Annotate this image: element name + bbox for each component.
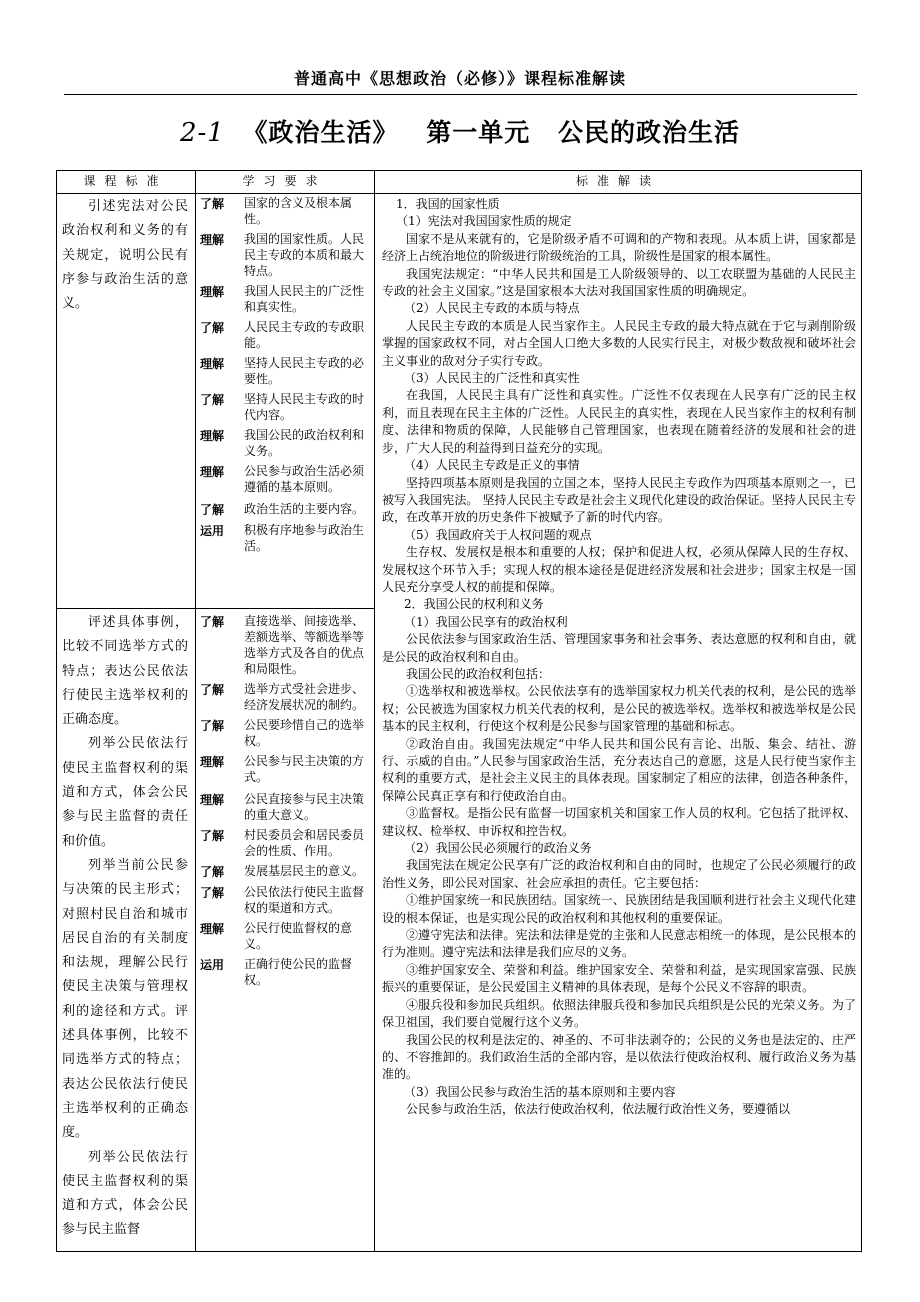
interpretation-heading: （2）我国公民必须履行的政治义务 [404,841,592,856]
col-header-interpretation: 标准解读 [575,174,660,188]
standards-block-2 [62,611,188,1243]
requirement-item [200,195,372,227]
requirement-level: 理解 [200,922,225,936]
requirement-level: 理解 [200,429,225,443]
requirement-level: 理解 [200,285,225,299]
interpretation-paragraph: 坚持四项基本原则是我国的立国之本，坚持人民民主专政作为四项基本原则之一，已被写入我国宪法。 坚持人民民主专政是社会主义现代化建设的政治保证。坚持人民民主专政，在改革开放的历史条件下被赋予了新的时代内容。 [382,475,856,525]
requirement-item [200,427,372,459]
requirement-level: 理解 [200,755,225,769]
requirements-block-2 [200,613,372,992]
requirement-item [200,884,372,916]
title-unit: 第一单元 [426,118,531,147]
interpretation-heading: （1）我国公民享有的政治权利 [404,614,568,629]
standard-paragraph: 引述宪法对公民政治权利和义务的有关规定，说明公民有序参与政治生活的意义。 [62,199,188,312]
requirement-text: 选举方式受社会进步、经济发展状况的制约。 [244,682,365,712]
requirement-level: 了解 [200,719,225,733]
interpretation-paragraph: 在我国，人民民主具有广泛性和真实性。广泛性不仅表现在人民享有广泛的民主权利，而且表现在民主主体的广泛性。人民民主的真实性，表现在人民当家作主的权利有制度、法律和物质的保障，人民能够自己管理国家，也表现在随着经济的发展和社会的进步，广大人民的利益得到日益充分的实现。 [382,388,856,455]
col-header-requirement: 学习要求 [242,174,327,188]
requirement-item [200,283,372,315]
interpretation-paragraph: 我国公民的权利是法定的、神圣的、不可非法剥夺的；公民的义务也是法定的、庄严的、不容推卸的。我们政治生活的全部内容，是以依法行使政治权利、履行政治义务为基准的。 [382,1032,856,1082]
interpretation-heading: （2）人民民主专政的本质与特点 [404,301,580,316]
interpretation-paragraph: 公民参与政治生活，依法行使政治权利，依法履行政治性义务，要遵循以 [406,1102,791,1117]
requirement-text: 公民要珍惜自己的选举权。 [244,718,365,748]
requirement-level: 了解 [200,886,225,900]
requirement-text: 我国公民的政治权利和义务。 [244,428,365,458]
interpretation-paragraph: 我国公民的政治权利包括： [406,666,551,681]
requirement-level: 了解 [200,683,225,697]
title-number: 2-1 [179,118,225,148]
requirement-text: 直接选举、间接选举、差额选举、等额选举等选举方式及各自的优点和局限性。 [244,614,365,676]
interpretation-paragraph: 我国宪法规定：“中华人民共和国是工人阶级领导的、以工农联盟为基础的人民民主专政的社会主义国家。”这是国家根本大法对我国国家性质的明确规定。 [382,266,856,299]
interpretation-paragraph: ①选举权和被选举权。公民依法享有的选举国家权力机关代表的权利，是公民的选举权；公民被选为国家权力机关代表的权利，是公民的被选举权。选举权和被选举权是公民基本的民主权利，行使这个权利是公民参与国家管理的基础和标志。 [382,684,856,734]
standard-paragraph: 列举公民依法行使民主监督权利的渠道和方式，体会公民参与民主监督的责任和价值。 [62,736,188,849]
requirement-level: 运用 [200,958,225,972]
interpretation-paragraph: 我国宪法在规定公民享有广泛的政治权利和自由的同时，也规定了公民必须履行的政治性义务，即公民对国家、社会应承担的责任。它主要包括： [382,858,856,890]
requirement-level: 理解 [200,465,225,479]
requirement-item [200,231,372,279]
interpretation-paragraph: 生存权、发展权是根本和重要的人权；保护和促进人权，必须从保障人民的生存权、发展权这个环节入手；实现人权的根本途径是促进经济发展和社会进步；国家主权是一国人民充分享受人权的前提和保障。 [382,545,856,594]
requirement-level: 了解 [200,503,225,517]
running-header: 普通高中《思想政治（必修）》课程标准解读 [293,69,626,88]
interpretation-heading: 1．我国的国家性质 [396,197,500,211]
interpretation-paragraph: ①维护国家统一和民族团结。国家统一、民族团结是我国顺利进行社会主义现代化建设的根本保证，也是实现公民的政治权利和其他权利的重要保证。 [382,893,856,925]
title-book: 《政治生活》 [242,118,399,147]
requirement-text: 我国人民民主的广泛性和真实性。 [244,284,365,314]
interpretation-paragraph: ④服兵役和参加民兵组织。依照法律服兵役和参加民兵组织是公民的光荣义务。为了保卫祖国，我们要自觉履行这个义务。 [382,997,856,1030]
row-divider [56,608,375,609]
table-divider-1 [195,170,196,1252]
requirement-text: 政治生活的主要内容。 [244,502,365,516]
header-rule [64,94,857,95]
title-topic: 公民的政治生活 [558,118,741,147]
table-header-rule [56,193,862,194]
requirement-item [200,613,372,677]
interpretation-heading: （3）我国公民参与政治生活的基本原则和主要内容 [404,1084,676,1099]
requirement-text: 坚持人民民主专政的时代内容。 [244,392,365,422]
requirement-level: 了解 [200,197,225,211]
interpretation-heading: （1）宪法对我国国家性质的规定 [396,214,572,229]
requirement-item [200,522,372,554]
interpretation-paragraph: 国家不是从来就有的，它是阶级矛盾不可调和的产物和表现。从本质上讲，国家都是经济上占统治地位的阶级进行阶级统治的工具，阶级性是国家的根本属性。 [382,231,856,264]
interpretation-heading: （3）人民民主的广泛性和真实性 [404,371,580,386]
requirement-text: 公民参与政治生活必须遵循的基本原则。 [244,464,365,494]
requirement-item [200,956,372,988]
requirement-text: 公民行使监督权的意义。 [244,921,353,951]
requirement-item [200,920,372,952]
interpretation-paragraph: ②遵守宪法和法律。宪法和法律是党的主张和人民意志相统一的体现，是公民根本的行为准则。遵守宪法和法律是我们应尽的义务。 [382,928,856,960]
requirement-item [200,463,372,495]
requirement-text: 村民委员会和居民委员会的性质、作用。 [244,828,365,858]
requirement-level: 了解 [200,865,225,879]
requirement-level: 了解 [200,829,225,843]
requirement-item [200,355,372,387]
requirement-item [200,501,372,518]
requirement-text: 正确行使公民的监督权。 [244,957,353,987]
requirement-level: 了解 [200,321,225,335]
requirement-level: 了解 [200,615,225,629]
interpretation-block [382,196,856,1119]
requirement-level: 理解 [200,357,225,371]
interpretation-heading: （4）人民民主专政是正义的事情 [404,458,580,473]
requirement-item [200,863,372,880]
interpretation-paragraph: ③监督权。是指公民有监督一切国家机关和国家工作人员的权利。它包括了批评权、建议权、检举权、申诉权和控告权。 [382,806,856,838]
interpretation-paragraph: 人民民主专政的本质是人民当家作主。人民民主专政的最大特点就在于它与剥削阶级掌握的国家政权不同，对占全国人口绝大多数的人民实行民主，对极少数敌视和破坏社会主义事业的敌对分子实行专政。 [382,318,856,368]
standards-block-1 [62,195,188,316]
requirement-level: 理解 [200,793,225,807]
requirements-block-1 [200,195,372,558]
requirement-text: 国家的含义及根本属性。 [244,196,353,226]
standard-paragraph: 评述具体事例，比较不同选举方式的特点；表达公民依法行使民主选举权利的正确态度。 [62,615,188,728]
interpretation-paragraph: 公民依法参与国家政治生活、管理国家事务和社会事务、表达意愿的权利和自由，就是公民的政治权利和自由。 [382,632,856,664]
requirement-item [200,717,372,749]
requirement-text: 坚持人民民主专政的必要性。 [244,356,365,386]
requirement-item [200,791,372,823]
requirement-text: 公民直接参与民主决策的重大意义。 [244,792,365,822]
requirement-text: 发展基层民主的意义。 [244,864,365,878]
standard-paragraph: 列举公民依法行使民主监督权利的渠道和方式，体会公民参与民主监督 [62,1149,188,1238]
requirement-item [200,319,372,351]
requirement-text: 我国的国家性质。人民民主专政的本质和最大特点。 [244,232,365,278]
standard-paragraph: 列举当前公民参与决策的民主形式；对照村民自治和城市居民自治的有关制度和法规，理解公民行使民主决策与管理权利的途径和方式。评述具体事例，比较不同选举方式的特点；表达公民依法行使民主选举权利的正确态度。 [62,857,188,1141]
requirement-text: 公民依法行使民主监督权的渠道和方式。 [244,885,365,915]
interpretation-heading: （5）我国政府关于人权问题的观点 [404,527,592,542]
interpretation-paragraph: ②政治自由。我国宪法规定“中华人民共和国公民有言论、出版、集会、结社、游行、示威的自由。”人民参与国家政治生活，充分表达自己的意愿，这是人民行使当家作主权利的重要方式，是社会主义民主的具体表现。国家制定了相应的法律，创造各种条件，保障公民真正享有和行使政治自由。 [382,736,856,803]
requirement-item [200,827,372,859]
requirement-item [200,753,372,785]
col-header-standard: 课程标准 [83,174,168,188]
requirement-level: 了解 [200,393,225,407]
requirement-level: 运用 [200,524,225,538]
interpretation-paragraph: ③维护国家安全、荣誉和利益。维护国家安全、荣誉和利益，是实现国家富强、民族振兴的重要保证，是公民爱国主义精神的具体表现，是每个公民义不容辞的职责。 [382,962,856,995]
table-divider-2 [374,170,375,1252]
requirement-item [200,681,372,713]
interpretation-heading: 2．我国公民的权利和义务 [404,597,544,612]
requirement-text: 积极有序地参与政治生活。 [244,523,365,553]
requirement-text: 人民民主专政的专政职能。 [244,320,365,350]
requirement-text: 公民参与民主决策的方式。 [244,754,365,784]
requirement-level: 理解 [200,233,225,247]
requirement-item [200,391,372,423]
page-title [0,113,920,149]
